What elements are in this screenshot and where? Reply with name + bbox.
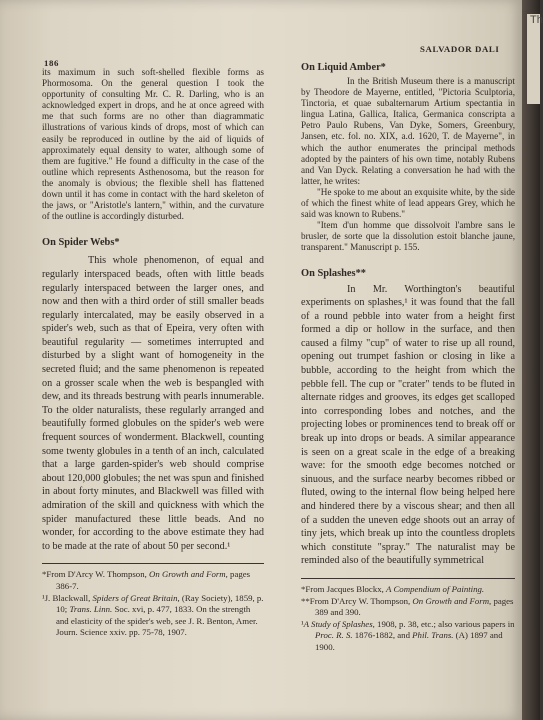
left-column bbox=[42, 67, 264, 639]
page-number: 186 bbox=[44, 58, 59, 68]
section-heading-liquid-amber: On Liquid Amber* bbox=[301, 62, 386, 73]
book-gutter-edge bbox=[522, 0, 540, 720]
splashes-paragraph: In Mr. Worthington's beautiful experiments on splashes,¹ it was found that the fall of a round pebble into water from a height first formed a dip or hollow in the surface, and then caused a filmy "cup" of water to rise up all round, opening out trumpet fashion or closing in like a bubble, according to the height from which the pebble fell. The cup or "crater" tends to be fluted in alternate ridges and grooves, its edges get scalloped into corresponding lobes and notches, and the projecting lobes or prominences tend to break off or break up into drops or beads. A similar appearance is seen on a great scale in the edge of a breaking wave: for the smooth edge becomes notched or sinuous, and the surface nearby becomes ribbed or fluted, owing to the internal flow being helped here and hindered there by a viscous shear; and then all of a sudden the uneven edge shoots out an array of tiny jets, which break up into the countless droplets which constitute "spray." The naturalist may be reminded also of the beautifully symmetrical bbox=[301, 283, 515, 567]
footnote-rule-right bbox=[301, 578, 515, 579]
footnote-thompson: *From D'Arcy W. Thompson, On Growth and Form, pages 386-7. bbox=[42, 569, 251, 591]
intro-paragraph: its maximum in such soft-shelled flexible forms as Phormosoma. On the general question I took the opportunity of consulting Mr. C. R. Darling, who is an acknowledged expert in drops, and he at once agreed with me that such forms are no other than diagrammatic illustrations of various kinds of drops, most of which can easily be reproduced in outline by the aid of liquids of approximately equal density to water, although some of them are fugitive." He found a difficulty in the case of the outline which represents Asthenosoma, but the reason for the anomaly is obvious; the flexible shell has flattened down until it has come in contact with the hard skeleton of the jaws, or "Aristotle's lantern," within, and the curvature of the outline is accordingly disturbed. bbox=[42, 67, 264, 222]
spider-webs-paragraph: This whole phenomenon, of equal and regularly interspaced beads, often with little beads regularly interspaced between the larger ones, and now and then with a third order of still smaller beads regularly intercalated, may be easily observed in a spider's web, such as that of Epeira, very often with beautiful regularity — sometimes interrupted and disturbed by a slight want of homogeneity in the secreted fluid; and the same phenomenon is repeated on a grosser scale when the web is bespangled with dew, and its threads bestrung with pearls innumerable. To the older naturalists, these regularly arranged and beautifully formed globules on the spider's web were frequent sources of wonderment. Blackwell, counting some twenty globules in a tenth of an inch, calculated that a large garden-spider's web should comprise about 120,000 globules; the net was spun and finished in about forty minutes, and Blackwell was filled with admiration of the skill and quickness with which the spider manufactured these little beads. And no wonder, for according to the above estimate they had to be made at the rate of about 50 per second.¹ bbox=[42, 255, 264, 552]
footnote-blockx: *From Jacques Blockx, A Compendium of Painting. bbox=[301, 583, 485, 594]
section-heading-spider-webs: On Spider Webs* bbox=[42, 237, 120, 249]
footnote-thompson-splashes: **From D'Arcy W. Thompson, On Growth and Form, pages 389 and 390. bbox=[301, 595, 514, 618]
adjacent-page-fragment: Th bbox=[527, 14, 540, 104]
footnote-blackwall: ¹J. Blackwall, Spiders of Great Britain, (Ray Society), 1859, p. 10; Trans. Linn. Soc. xvi, p. 477, 1833. On the strength and elasticity of the spider's web, see J. R. Benton, Amer. Journ. Science xxiv. pp. 75-78, 1907. bbox=[42, 592, 264, 638]
right-footnotes bbox=[301, 584, 515, 654]
liquid-amber-quote-1: "He spoke to me about an exquisite white, by the side of which the finest white of lead appears Grey, which he said was known to Rubens." bbox=[301, 186, 515, 220]
liquid-amber-paragraph: In the British Museum there is a manuscript by Theodore de Mayerne, entitled, "Pictoria Sculptoria, Tinctoria, et quae subalternarum Artium spectantia in lingua Latina, Gallica, Italica, Germanica conscripta a Petro Paulo Rubens, Van Dyke, Somers, Greenbury, Jansen, etc. fol. no. XIX, a.d. 1620, T. de Mayerne", in which the author enumerates the principal methods adopted by the painters of his own time, notably Rubens and Van Dyck. Relating a conversation he had with the latter, he writes: bbox=[301, 76, 515, 186]
footnote-rule bbox=[42, 563, 264, 564]
running-head: SALVADOR DALI bbox=[420, 44, 500, 54]
liquid-amber-quote-2: "Item d'un homme que dissolvoit l'ambre sans le brusler, de sorte que la dissolution estoit blanche jaune, transparent." Manuscript p. 155. bbox=[301, 220, 515, 253]
left-footnotes bbox=[42, 569, 264, 639]
section-heading-splashes: On Splashes** bbox=[301, 267, 366, 279]
footnote-study-of-splashes: ¹A Study of Splashes, 1908, p. 38, etc.; also various papers in Proc. R. S. 1876-1882, and Phil. Trans. (A) 1897 and 1900. bbox=[301, 618, 515, 652]
right-column bbox=[301, 62, 515, 654]
